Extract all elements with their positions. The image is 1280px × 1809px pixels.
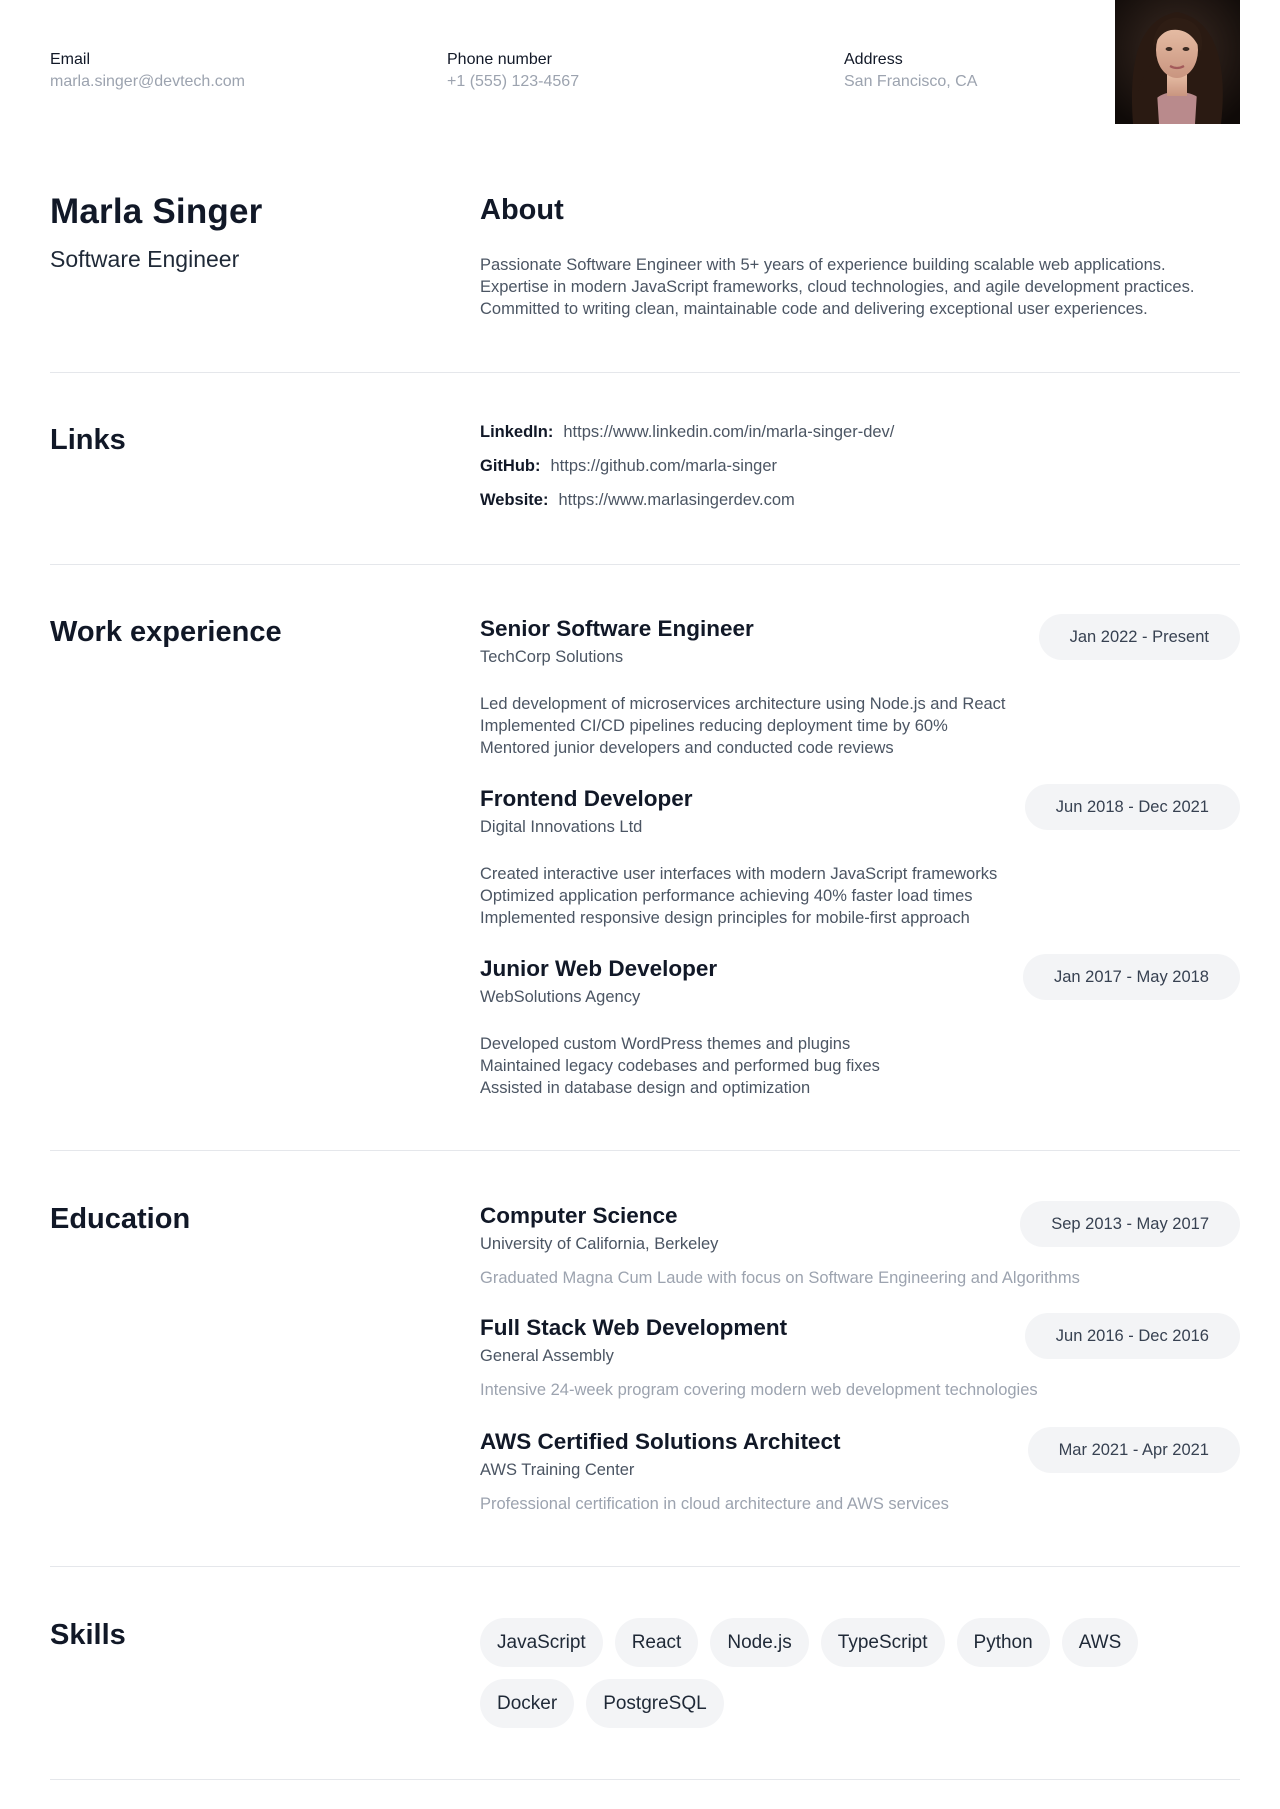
job-bullet: Implemented responsive design principles for mobile-first approach — [480, 909, 970, 927]
job-company: TechCorp Solutions — [480, 648, 624, 666]
about-line: Committed to writing clean, maintainable code and delivering exceptional user experiences. — [480, 300, 1148, 318]
link-label: LinkedIn: — [480, 423, 554, 441]
email-value[interactable]: marla.singer@devtech.com — [50, 73, 245, 90]
education-school: AWS Training Center — [480, 1461, 635, 1479]
email-label: Email — [50, 51, 91, 68]
contact-address — [844, 50, 977, 92]
section-divider — [50, 564, 1240, 565]
education-description: Graduated Magna Cum Laude with focus on Software Engineering and Algorithms — [480, 1269, 1080, 1287]
section-divider — [50, 1566, 1240, 1567]
job-bullet: Mentored junior developers and conducted code reviews — [480, 739, 894, 757]
skill-chip: PostgreSQL — [586, 1679, 724, 1728]
about-line: Expertise in modern JavaScript frameworks, cloud technologies, and agile development practices. — [480, 278, 1195, 296]
work-heading: Work experience — [50, 616, 282, 648]
education-school: University of California, Berkeley — [480, 1235, 719, 1253]
job-title: Junior Web Developer — [480, 956, 718, 981]
education-school: General Assembly — [480, 1347, 614, 1365]
address-label: Address — [844, 51, 903, 68]
education-dates-badge: Sep 2013 - May 2017 — [1020, 1201, 1240, 1247]
link-linkedin — [480, 422, 894, 442]
job-dates-badge: Jan 2017 - May 2018 — [1023, 954, 1240, 1000]
skill-chip: Docker — [480, 1679, 574, 1728]
links-heading: Links — [50, 424, 126, 456]
job-bullet: Assisted in database design and optimization — [480, 1079, 811, 1097]
skills-heading: Skills — [50, 1619, 126, 1651]
job-title: Senior Software Engineer — [480, 616, 754, 641]
job-dates-badge: Jun 2018 - Dec 2021 — [1025, 784, 1240, 830]
education-description: Professional certification in cloud architecture and AWS services — [480, 1495, 949, 1513]
job-bullet: Created interactive user interfaces with modern JavaScript frameworks — [480, 865, 998, 883]
job-bullet: Optimized application performance achieving 40% faster load times — [480, 887, 973, 905]
skill-chip: Node.js — [710, 1618, 808, 1667]
job-bullet: Maintained legacy codebases and performed bug fixes — [480, 1057, 880, 1075]
skills-list — [480, 1618, 1240, 1728]
section-divider — [50, 1779, 1240, 1780]
skill-chip: React — [615, 1618, 699, 1667]
about-heading: About — [480, 194, 564, 226]
job-bullets — [480, 1033, 880, 1099]
job-bullet: Led development of microservices architecture using Node.js and React — [480, 695, 1006, 713]
website-url[interactable]: https://www.marlasingerdev.com — [558, 491, 795, 509]
education-dates-badge: Jun 2016 - Dec 2016 — [1025, 1313, 1240, 1359]
skill-chip: AWS — [1062, 1618, 1139, 1667]
link-label: GitHub: — [480, 457, 541, 475]
education-title: Computer Science — [480, 1203, 678, 1228]
link-label: Website: — [480, 491, 549, 509]
education-title: AWS Certified Solutions Architect — [480, 1429, 841, 1454]
education-title: Full Stack Web Development — [480, 1315, 788, 1340]
education-heading: Education — [50, 1203, 191, 1235]
education-description: Intensive 24-week program covering modern web development technologies — [480, 1381, 1038, 1399]
job-dates-badge: Jan 2022 - Present — [1039, 614, 1240, 660]
profile-name: Marla Singer — [50, 192, 263, 231]
skill-chip: TypeScript — [821, 1618, 945, 1667]
portrait-image — [1115, 0, 1240, 124]
skill-chip: Python — [957, 1618, 1050, 1667]
job-company: WebSolutions Agency — [480, 988, 641, 1006]
link-website — [480, 490, 795, 510]
contact-email — [50, 50, 245, 92]
education-dates-badge: Mar 2021 - Apr 2021 — [1028, 1427, 1240, 1473]
job-bullets — [480, 863, 997, 929]
skill-chip: JavaScript — [480, 1618, 603, 1667]
about-text — [480, 254, 1194, 320]
link-github — [480, 456, 777, 476]
linkedin-url[interactable]: https://www.linkedin.com/in/marla-singer-dev/ — [563, 423, 895, 441]
profile-photo — [1115, 0, 1240, 124]
job-company: Digital Innovations Ltd — [480, 818, 643, 836]
github-url[interactable]: https://github.com/marla-singer — [550, 457, 777, 475]
phone-label: Phone number — [447, 51, 552, 68]
job-bullet: Developed custom WordPress themes and plugins — [480, 1035, 851, 1053]
job-bullet: Implemented CI/CD pipelines reducing deployment time by 60% — [480, 717, 948, 735]
section-divider — [50, 1150, 1240, 1151]
job-title: Frontend Developer — [480, 786, 693, 811]
phone-value[interactable]: +1 (555) 123-4567 — [447, 73, 580, 90]
job-bullets — [480, 693, 1006, 759]
section-divider — [50, 372, 1240, 373]
profile-title: Software Engineer — [50, 246, 240, 272]
about-line: Passionate Software Engineer with 5+ years of experience building scalable web applications. — [480, 256, 1166, 274]
address-value: San Francisco, CA — [844, 73, 978, 90]
contact-phone — [447, 50, 579, 92]
